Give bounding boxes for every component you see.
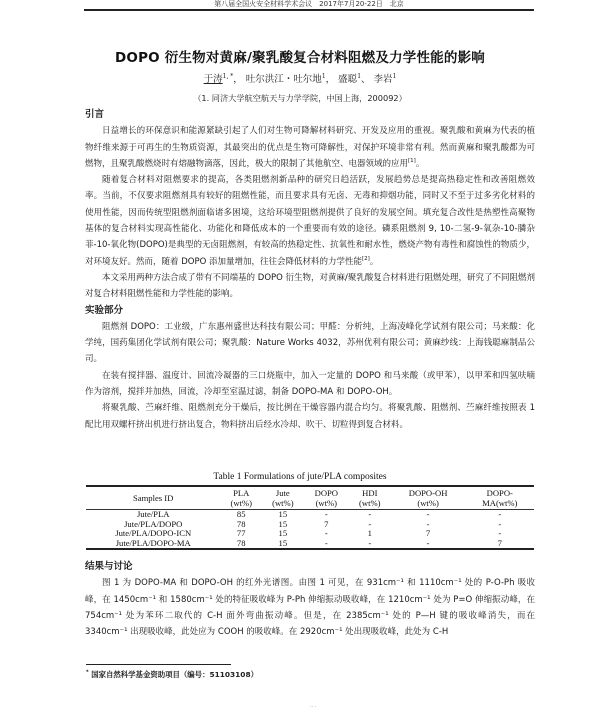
column-header	[349, 486, 391, 510]
intro-paragraph-2	[85, 172, 535, 270]
sample-id-cell: Jute/PLA/DOPO	[124, 518, 183, 529]
paragraph-end: 。	[415, 158, 425, 169]
table-cell: -	[498, 518, 502, 529]
table-cell: 1	[367, 528, 372, 539]
table-cell: 15	[278, 518, 288, 529]
author-name: 吐尔洪江・吐尔地	[245, 74, 322, 85]
section-heading-intro: 引言	[85, 109, 105, 120]
table-cell: -	[498, 528, 502, 539]
table-row	[86, 539, 534, 550]
sample-id-cell: Jute/PLA/DOPO-ICN	[115, 528, 192, 539]
footnote-rule	[86, 664, 231, 665]
citation-ref[interactable]: [1]	[408, 158, 416, 165]
section-heading-experimental: 实验部分	[85, 304, 124, 316]
footnote-text: 国家自然科学基金资助项目（编号：51103108）	[91, 670, 258, 679]
header-line: HDI	[362, 488, 378, 498]
header-line: PLA	[233, 488, 250, 498]
paragraph-text: 日益增长的环保意识和能源紧缺引起了人们对生物可降解材料研究、开发及应用的重视。聚乳酸和黄麻为代表的植物纤维来源于可再生的生物质资源，其最突出的优点是生物可降解性，对保护环境非常有利。然而黄麻和聚乳酸都为可燃物，且聚乳酸燃烧时有熔融物滴落，因此，极大的限制了其他航空、电器领域的应用	[85, 126, 535, 169]
author-name: 于涛	[203, 74, 223, 85]
intro-paragraph-3: 本文采用两种方法合成了带有不同端基的 DOPO 衍生物，对黄麻/聚乳酸复合材料进行阻燃处理，研究了不同阻燃剂对复合材料阻燃性能和力学性能的影响。	[85, 272, 535, 300]
table-cell: -	[349, 539, 391, 550]
intro-paragraph-1	[85, 123, 535, 172]
table-cell: -	[324, 509, 328, 519]
author-affil-mark: 1, *	[222, 72, 234, 80]
header-unit: (wt%)	[359, 498, 381, 508]
column-header	[391, 486, 466, 510]
table-cell: 15	[262, 539, 304, 550]
results-paragraph-1: 图 1 为 DOPO-MA 和 DOPO-OH 的红外光谱图。由图 1 可见，在 931cm⁻¹ 和 1110cm⁻¹ 处的 P-O-Ph 吸收峰，在 1450cm⁻¹ 和 1580cm⁻¹ 处的特征吸收峰为 P-Ph 伸缩振动吸收峰，在 1210cm⁻¹ 处为 P=O 伸缩振动峰，在 754cm⁻¹ 处为苯环二取代的 C-H 面外弯曲振动峰。但是，在 2385cm⁻¹ 处的 P—H 键的吸收峰消失，而在 3340cm⁻¹ 出现吸收峰，此处应为 COOH 的吸收峰。在 2920cm⁻¹ 处出现吸收峰，此处为 C-H	[85, 578, 535, 638]
citation-ref[interactable]: [2]	[361, 255, 370, 262]
header-unit: (wt%)	[272, 498, 294, 508]
exp-paragraph-2: 在装有搅拌器、温度计、回流冷凝器的三口烧瓶中，加入一定量的 DOPO 和马来酸（或甲苯），以甲苯和四氢呋喃作为溶剂，搅拌并加热，回流，冷却至室温过滤，制备 DOPO-MA 和 DOPO-OH。	[85, 370, 535, 398]
footnote	[86, 669, 258, 680]
header-line: Jute	[275, 488, 290, 498]
table-cell: -	[426, 518, 430, 529]
table-cell: 77	[236, 528, 246, 539]
table-cell: -	[498, 509, 502, 519]
header-line: Samples ID	[133, 493, 174, 503]
column-header	[304, 486, 349, 510]
section-heading-results: 结果与讨论	[85, 561, 133, 572]
author-name: 盛聪	[338, 74, 358, 85]
table-cell: 7	[425, 528, 431, 539]
page-mark: ·· ·	[310, 704, 317, 710]
table-cell: 15	[278, 528, 288, 539]
footnote-mark: *	[86, 669, 89, 676]
table-cell: -	[426, 509, 430, 519]
sample-id-cell: Jute/PLA	[136, 509, 170, 519]
paragraph-text: 随着复合材料对阻燃要求的提高，各类阻燃剂新品种的研究日趋活跃，发展趋势总是提高热稳定性和改善阻燃效率。当前，不仅要求阻燃剂具有较好的阻燃性能，而且要求具有无卤、无毒和抑烟功能，同时又不至于过多劣化材料的使用性能，因而传统型阻燃剂面临诸多困境，这给环境型阻燃剂提供了良好的发展空间。填充复合改性是热塑性高聚物基体的复合材料实现高性能化、功能化和降低成本的一个重要而有效的途径。磷系阻燃剂 9, 10-二氢-9-氧杂-10-膦杂菲-10-氧化物(DOPO)是典型的无卤阻燃剂，有较高的热稳定性、抗氧性和耐水性，燃烧产物有毒性和腐蚀性的物质少，对环境友好。然而，随着 DOPO 添加量增加，往往会降低材料的力学性能	[85, 175, 535, 267]
table-cell: -	[324, 528, 328, 539]
author-affil-mark: 1	[357, 72, 362, 80]
header-unit: (wt%)	[315, 498, 338, 508]
table-cell: 7	[324, 518, 329, 529]
exp-paragraph-1: 阻燃剂 DOPO：工业级，广东惠州盛世达科技有限公司；甲醛：分析纯，上海凌峰化学试剂有限公司；马来酸：化学纯，国药集团化学试剂有限公司；聚乳酸：Nature Works 4032，苏州优利有限公司；黄麻纱线：上海钱聪麻制品公司。	[85, 321, 535, 365]
column-header	[262, 486, 304, 510]
table-cell: -	[391, 539, 466, 550]
header-line: DOPO-	[486, 488, 513, 498]
header-unit: (wt%)	[230, 498, 252, 508]
paper-title: DOPO 衍生物对黄麻/聚乳酸复合材料阻燃及力学性能的影响	[115, 50, 485, 66]
table-cell: 85	[236, 509, 246, 519]
table-cell: 7	[466, 539, 534, 550]
table-caption: Table 1 Formulations of jute/PLA composites	[213, 472, 387, 482]
table-cell: 15	[278, 509, 288, 519]
author-list: 于涛$^{1, *}$， 吐尔洪江・吐尔地$^1$， 盛聪$^1$、 李岩$^1$	[203, 72, 397, 85]
affiliation: （1. 同济大学航空航天与力学学院，中国上海，200092）	[193, 93, 407, 103]
exp-paragraph-3: 将聚乳酸、苎麻纤维、阻燃剂充分干燥后，按比例在干燥容器内混合均匀。将聚乳酸、阻燃剂、苎麻纤维按照表 1 配比用双螺杆挤出机进行挤出复合，物料挤出后经水冷却、吹干、切粒得到复合材料。	[85, 403, 535, 430]
header-unit: (wt%)	[417, 498, 439, 508]
formulation-table	[86, 485, 534, 550]
column-header	[466, 486, 534, 510]
author-affil-mark: 1	[321, 72, 326, 80]
table-header-row	[86, 486, 534, 510]
running-head: 第八届全国火安全材料学术会议 2017年7月20-22日 北京	[214, 0, 404, 8]
sample-id-cell: Jute/PLA/DOPO-MA	[86, 539, 220, 550]
column-header	[86, 486, 220, 510]
table-cell: 78	[220, 539, 262, 550]
header-line: DOPO-OH	[408, 488, 448, 498]
table-cell: -	[368, 509, 372, 519]
table-cell: -	[368, 518, 372, 529]
header-rule	[84, 9, 534, 11]
paragraph-end: 。	[369, 256, 379, 267]
table-cell: -	[304, 539, 349, 550]
column-header	[220, 486, 262, 510]
header-unit: MA(wt%)	[482, 498, 518, 508]
body-upper	[85, 107, 535, 433]
author-name: 李岩	[373, 74, 393, 85]
body-lower	[85, 559, 535, 640]
table-cell: 78	[236, 518, 246, 529]
author-affil-mark: 1	[392, 72, 397, 80]
header-line: DOPO	[314, 488, 339, 498]
